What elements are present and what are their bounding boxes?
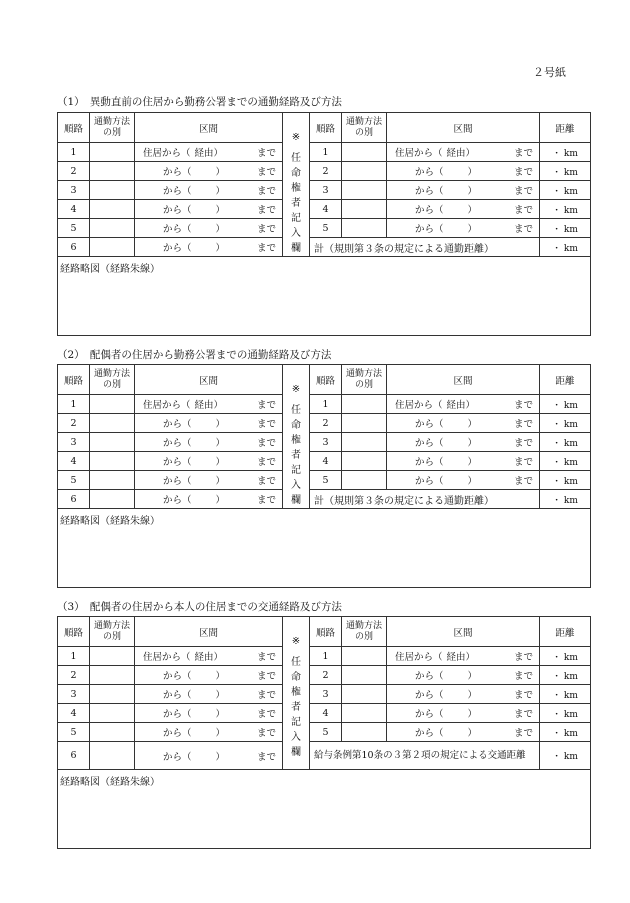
segment-to: まで [256, 205, 276, 216]
segment-cell[interactable] [135, 742, 283, 770]
segment-from: から（ [163, 243, 192, 254]
header-order: 順路 [310, 365, 342, 395]
segment-via: ） [467, 457, 478, 468]
route-table [57, 364, 591, 588]
segment-cell[interactable] [135, 723, 283, 742]
distance-cell[interactable]: ・ km [540, 666, 591, 685]
segment-to: まで [256, 476, 276, 487]
note-mark: ※ [291, 384, 301, 395]
segment-from: から（ [163, 690, 192, 701]
method-cell[interactable] [342, 666, 387, 685]
segment-to: まで [513, 671, 533, 682]
distance-cell[interactable]: ・ km [540, 238, 591, 257]
row-number: 2 [310, 666, 342, 685]
method-cell[interactable] [342, 162, 387, 181]
segment-from: から（ [415, 438, 444, 449]
segment-via: 経由） [446, 400, 476, 411]
segment-via: ） [215, 728, 226, 739]
segment-cell[interactable] [135, 162, 283, 181]
segment-via: ） [467, 728, 478, 739]
header-method: 通勤方法の別 [90, 617, 135, 647]
note-column [283, 113, 310, 257]
route-row [58, 181, 591, 200]
segment-cell[interactable] [135, 143, 283, 162]
header-order: 順路 [58, 365, 90, 395]
method-cell[interactable] [342, 647, 387, 666]
header-order: 順路 [310, 617, 342, 647]
segment-to: まで [256, 671, 276, 682]
segment-from: 住居から（ [143, 148, 191, 159]
distance-cell[interactable]: ・ km [540, 414, 591, 433]
distance-cell[interactable]: ・ km [540, 452, 591, 471]
segment-to: まで [256, 495, 276, 506]
row-number: 5 [310, 471, 342, 490]
method-cell[interactable] [90, 414, 135, 433]
segment-from: から（ [415, 167, 444, 178]
route-table [57, 112, 591, 336]
method-cell[interactable] [342, 181, 387, 200]
header-method: 通勤方法の別 [342, 617, 387, 647]
row-number: 3 [58, 685, 90, 704]
segment-via: ） [215, 419, 226, 430]
segment-via: ） [215, 438, 226, 449]
header-method: 通勤方法の別 [90, 113, 135, 143]
segment-from: から（ [163, 457, 192, 468]
sketch-label: 経路略図（経路朱線） [60, 264, 160, 275]
segment-to: まで [256, 728, 276, 739]
segment-to: まで [513, 400, 533, 411]
segment-cell[interactable] [135, 647, 283, 666]
segment-from: から（ [415, 728, 444, 739]
segment-to: まで [256, 690, 276, 701]
segment-cell[interactable] [387, 471, 540, 490]
segment-via: ） [215, 671, 226, 682]
method-cell[interactable] [90, 723, 135, 742]
header-method: 通勤方法の別 [342, 113, 387, 143]
segment-to: まで [256, 419, 276, 430]
segment-to: まで [513, 438, 533, 449]
route-row [58, 685, 591, 704]
segment-to: まで [513, 457, 533, 468]
total-label: 給与条例第10条の３第２項の規定による交通距離 [310, 742, 540, 770]
row-number: 6 [58, 490, 90, 509]
segment-to: まで [256, 224, 276, 235]
route-row [58, 200, 591, 219]
row-number: 4 [58, 200, 90, 219]
segment-cell[interactable] [387, 647, 540, 666]
method-cell[interactable] [342, 433, 387, 452]
segment-cell[interactable] [387, 414, 540, 433]
segment-cell[interactable] [135, 414, 283, 433]
segment-to: まで [256, 167, 276, 178]
method-cell[interactable] [90, 742, 135, 770]
route-row [58, 704, 591, 723]
distance-cell[interactable]: ・ km [540, 395, 591, 414]
segment-via: ） [467, 419, 478, 430]
form-number: ２号紙 [533, 66, 566, 79]
method-cell[interactable] [342, 143, 387, 162]
section-title: （3） 配偶者の住居から本人の住居までの交通経路及び方法 [57, 601, 342, 613]
row-number: 5 [58, 219, 90, 238]
segment-to: まで [513, 224, 533, 235]
route-row [58, 471, 591, 490]
row-number: 1 [58, 647, 90, 666]
method-cell[interactable] [90, 666, 135, 685]
distance-cell[interactable]: ・ km [540, 647, 591, 666]
row-number: 4 [58, 452, 90, 471]
segment-cell[interactable] [387, 452, 540, 471]
method-cell[interactable] [90, 395, 135, 414]
segment-cell[interactable] [135, 200, 283, 219]
segment-to: まで [256, 709, 276, 720]
method-cell[interactable] [90, 433, 135, 452]
route-row [58, 433, 591, 452]
row-number: 2 [58, 162, 90, 181]
row-number: 1 [310, 395, 342, 414]
segment-from: から（ [163, 224, 192, 235]
method-cell[interactable] [342, 219, 387, 238]
route-section [57, 112, 590, 336]
segment-from: から（ [163, 438, 192, 449]
method-cell[interactable] [90, 200, 135, 219]
segment-cell[interactable] [135, 685, 283, 704]
segment-via: ） [215, 690, 226, 701]
segment-via: 経由） [194, 148, 224, 159]
segment-via: ） [215, 476, 226, 487]
segment-from: から（ [163, 751, 192, 763]
route-table [57, 616, 591, 849]
segment-via: ） [467, 690, 478, 701]
segment-to: まで [513, 205, 533, 216]
segment-via: ） [467, 476, 478, 487]
route-sketch-area[interactable] [58, 509, 591, 588]
segment-to: まで [256, 148, 276, 159]
segment-from: から（ [415, 419, 444, 430]
segment-from: から（ [415, 671, 444, 682]
method-cell[interactable] [90, 647, 135, 666]
method-cell[interactable] [90, 162, 135, 181]
note-column [283, 365, 310, 509]
row-number: 1 [310, 647, 342, 666]
segment-from: 住居から（ [143, 652, 191, 663]
section-title: （2） 配偶者の住居から勤務公署までの通勤経路及び方法 [57, 349, 332, 361]
row-number: 5 [310, 723, 342, 742]
row-number: 1 [58, 395, 90, 414]
segment-via: ） [467, 167, 478, 178]
distance-cell[interactable]: ・ km [540, 685, 591, 704]
segment-cell[interactable] [387, 143, 540, 162]
method-cell[interactable] [342, 685, 387, 704]
distance-cell[interactable]: ・ km [540, 200, 591, 219]
row-number: 5 [310, 219, 342, 238]
segment-via: ） [215, 751, 226, 763]
segment-to: まで [256, 400, 276, 411]
method-cell[interactable] [342, 200, 387, 219]
segment-via: ） [467, 224, 478, 235]
segment-cell[interactable] [387, 685, 540, 704]
segment-via: ） [467, 671, 478, 682]
segment-to: まで [513, 728, 533, 739]
segment-cell[interactable] [135, 471, 283, 490]
header-section: 区間 [387, 113, 540, 143]
segment-from: から（ [415, 205, 444, 216]
route-section [57, 616, 590, 849]
method-cell[interactable] [90, 219, 135, 238]
segment-via: ） [467, 205, 478, 216]
header-order: 順路 [310, 113, 342, 143]
method-cell[interactable] [342, 704, 387, 723]
distance-cell[interactable]: ・ km [540, 433, 591, 452]
header-order: 順路 [58, 617, 90, 647]
row-number: 4 [310, 704, 342, 723]
segment-cell[interactable] [135, 666, 283, 685]
route-section [57, 364, 590, 588]
method-cell[interactable] [90, 471, 135, 490]
segment-cell[interactable] [387, 219, 540, 238]
segment-via: ） [215, 709, 226, 720]
segment-via: ） [215, 224, 226, 235]
segment-to: まで [513, 186, 533, 197]
row-number: 3 [58, 433, 90, 452]
segment-to: まで [256, 438, 276, 449]
segment-from: から（ [415, 186, 444, 197]
segment-to: まで [256, 243, 276, 254]
note-column [283, 617, 310, 770]
header-section: 区間 [387, 617, 540, 647]
route-row [58, 395, 591, 414]
segment-cell[interactable] [135, 704, 283, 723]
segment-from: 住居から（ [395, 400, 443, 411]
method-cell[interactable] [342, 414, 387, 433]
route-row [58, 143, 591, 162]
segment-to: まで [513, 148, 533, 159]
row-number: 4 [310, 200, 342, 219]
route-row [58, 219, 591, 238]
segment-from: から（ [415, 709, 444, 720]
segment-to: まで [513, 476, 533, 487]
note-mark: ※ [291, 636, 301, 647]
segment-via: 経由） [194, 652, 224, 663]
segment-from: 住居から（ [395, 148, 443, 159]
distance-cell[interactable]: ・ km [540, 704, 591, 723]
row-number: 6 [58, 238, 90, 257]
header-section: 区間 [135, 365, 283, 395]
route-row [58, 742, 591, 770]
sketch-label: 経路略図（経路朱線） [60, 777, 160, 788]
segment-to: まで [513, 690, 533, 701]
segment-to: まで [256, 186, 276, 197]
method-cell[interactable] [90, 490, 135, 509]
segment-to: まで [256, 652, 276, 663]
method-cell[interactable] [90, 452, 135, 471]
segment-from: から（ [415, 457, 444, 468]
note-text: 任 命 権 者 記 入 欄 [291, 153, 301, 254]
segment-cell[interactable] [387, 723, 540, 742]
row-number: 6 [58, 742, 90, 770]
route-row [58, 723, 591, 742]
segment-via: ） [467, 709, 478, 720]
segment-cell[interactable] [387, 433, 540, 452]
row-number: 3 [310, 433, 342, 452]
segment-via: ） [215, 167, 226, 178]
header-distance: 距離 [540, 113, 591, 143]
segment-from: から（ [163, 419, 192, 430]
segment-to: まで [513, 167, 533, 178]
segment-via: 経由） [194, 400, 224, 411]
row-number: 3 [58, 181, 90, 200]
section-title: （1） 異動直前の住居から勤務公署までの通勤経路及び方法 [57, 96, 342, 108]
route-sketch-area[interactable] [58, 770, 591, 849]
segment-cell[interactable] [387, 666, 540, 685]
route-row [58, 238, 591, 257]
row-number: 5 [58, 723, 90, 742]
total-label: 計（規則第３条の規定による通勤距離） [310, 490, 540, 509]
row-number: 2 [58, 666, 90, 685]
header-section: 区間 [135, 617, 283, 647]
segment-cell[interactable] [387, 704, 540, 723]
total-label: 計（規則第３条の規定による通勤距離） [310, 238, 540, 257]
segment-via: ） [467, 186, 478, 197]
route-row [58, 666, 591, 685]
method-cell[interactable] [90, 238, 135, 257]
segment-from: から（ [163, 205, 192, 216]
segment-from: 住居から（ [395, 652, 443, 663]
route-row [58, 452, 591, 471]
segment-from: から（ [163, 186, 192, 197]
segment-cell[interactable] [135, 433, 283, 452]
row-number: 3 [310, 685, 342, 704]
header-method: 通勤方法の別 [90, 365, 135, 395]
distance-cell[interactable]: ・ km [540, 723, 591, 742]
segment-cell[interactable] [135, 238, 283, 257]
segment-to: まで [256, 457, 276, 468]
distance-cell[interactable]: ・ km [540, 490, 591, 509]
segment-cell[interactable] [135, 181, 283, 200]
note-mark: ※ [291, 132, 301, 143]
row-number: 1 [58, 143, 90, 162]
note-text: 任 命 権 者 記 入 欄 [291, 657, 301, 758]
segment-from: から（ [415, 476, 444, 487]
segment-via: ） [215, 186, 226, 197]
segment-from: から（ [163, 167, 192, 178]
method-cell[interactable] [342, 452, 387, 471]
segment-via: ） [467, 438, 478, 449]
segment-from: から（ [163, 495, 192, 506]
segment-from: から（ [163, 709, 192, 720]
method-cell[interactable] [342, 471, 387, 490]
row-number: 3 [310, 181, 342, 200]
distance-cell[interactable]: ・ km [540, 471, 591, 490]
route-sketch-area[interactable] [58, 257, 591, 336]
segment-to: まで [513, 652, 533, 663]
segment-via: ） [215, 205, 226, 216]
segment-cell[interactable] [387, 200, 540, 219]
method-cell[interactable] [90, 704, 135, 723]
segment-cell[interactable] [135, 395, 283, 414]
segment-to: まで [513, 709, 533, 720]
distance-cell[interactable]: ・ km [540, 181, 591, 200]
method-cell[interactable] [342, 723, 387, 742]
header-order: 順路 [58, 113, 90, 143]
route-row [58, 490, 591, 509]
row-number: 2 [58, 414, 90, 433]
segment-from: から（ [163, 671, 192, 682]
segment-from: 住居から（ [143, 400, 191, 411]
distance-cell[interactable]: ・ km [540, 742, 591, 770]
distance-cell[interactable]: ・ km [540, 143, 591, 162]
header-section: 区間 [135, 113, 283, 143]
segment-cell[interactable] [387, 162, 540, 181]
method-cell[interactable] [90, 143, 135, 162]
row-number: 2 [310, 414, 342, 433]
segment-from: から（ [163, 476, 192, 487]
method-cell[interactable] [90, 181, 135, 200]
route-row [58, 414, 591, 433]
row-number: 4 [58, 704, 90, 723]
segment-via: ） [215, 457, 226, 468]
header-distance: 距離 [540, 365, 591, 395]
row-number: 5 [58, 471, 90, 490]
header-method: 通勤方法の別 [342, 365, 387, 395]
segment-to: まで [256, 751, 276, 763]
note-text: 任 命 権 者 記 入 欄 [291, 405, 301, 506]
segment-to: まで [513, 419, 533, 430]
method-cell[interactable] [342, 395, 387, 414]
method-cell[interactable] [90, 685, 135, 704]
row-number: 4 [310, 452, 342, 471]
route-row [58, 162, 591, 181]
distance-cell[interactable]: ・ km [540, 162, 591, 181]
distance-cell[interactable]: ・ km [540, 219, 591, 238]
header-distance: 距離 [540, 617, 591, 647]
header-section: 区間 [387, 365, 540, 395]
segment-via: ） [215, 495, 226, 506]
segment-via: ） [215, 243, 226, 254]
segment-cell[interactable] [135, 219, 283, 238]
segment-cell[interactable] [135, 490, 283, 509]
segment-via: 経由） [446, 652, 476, 663]
row-number: 2 [310, 162, 342, 181]
segment-cell[interactable] [135, 452, 283, 471]
segment-via: 経由） [446, 148, 476, 159]
row-number: 1 [310, 143, 342, 162]
sketch-label: 経路略図（経路朱線） [60, 516, 160, 527]
segment-cell[interactable] [387, 181, 540, 200]
segment-from: から（ [415, 690, 444, 701]
segment-cell[interactable] [387, 395, 540, 414]
segment-from: から（ [415, 224, 444, 235]
segment-from: から（ [163, 728, 192, 739]
route-row [58, 647, 591, 666]
